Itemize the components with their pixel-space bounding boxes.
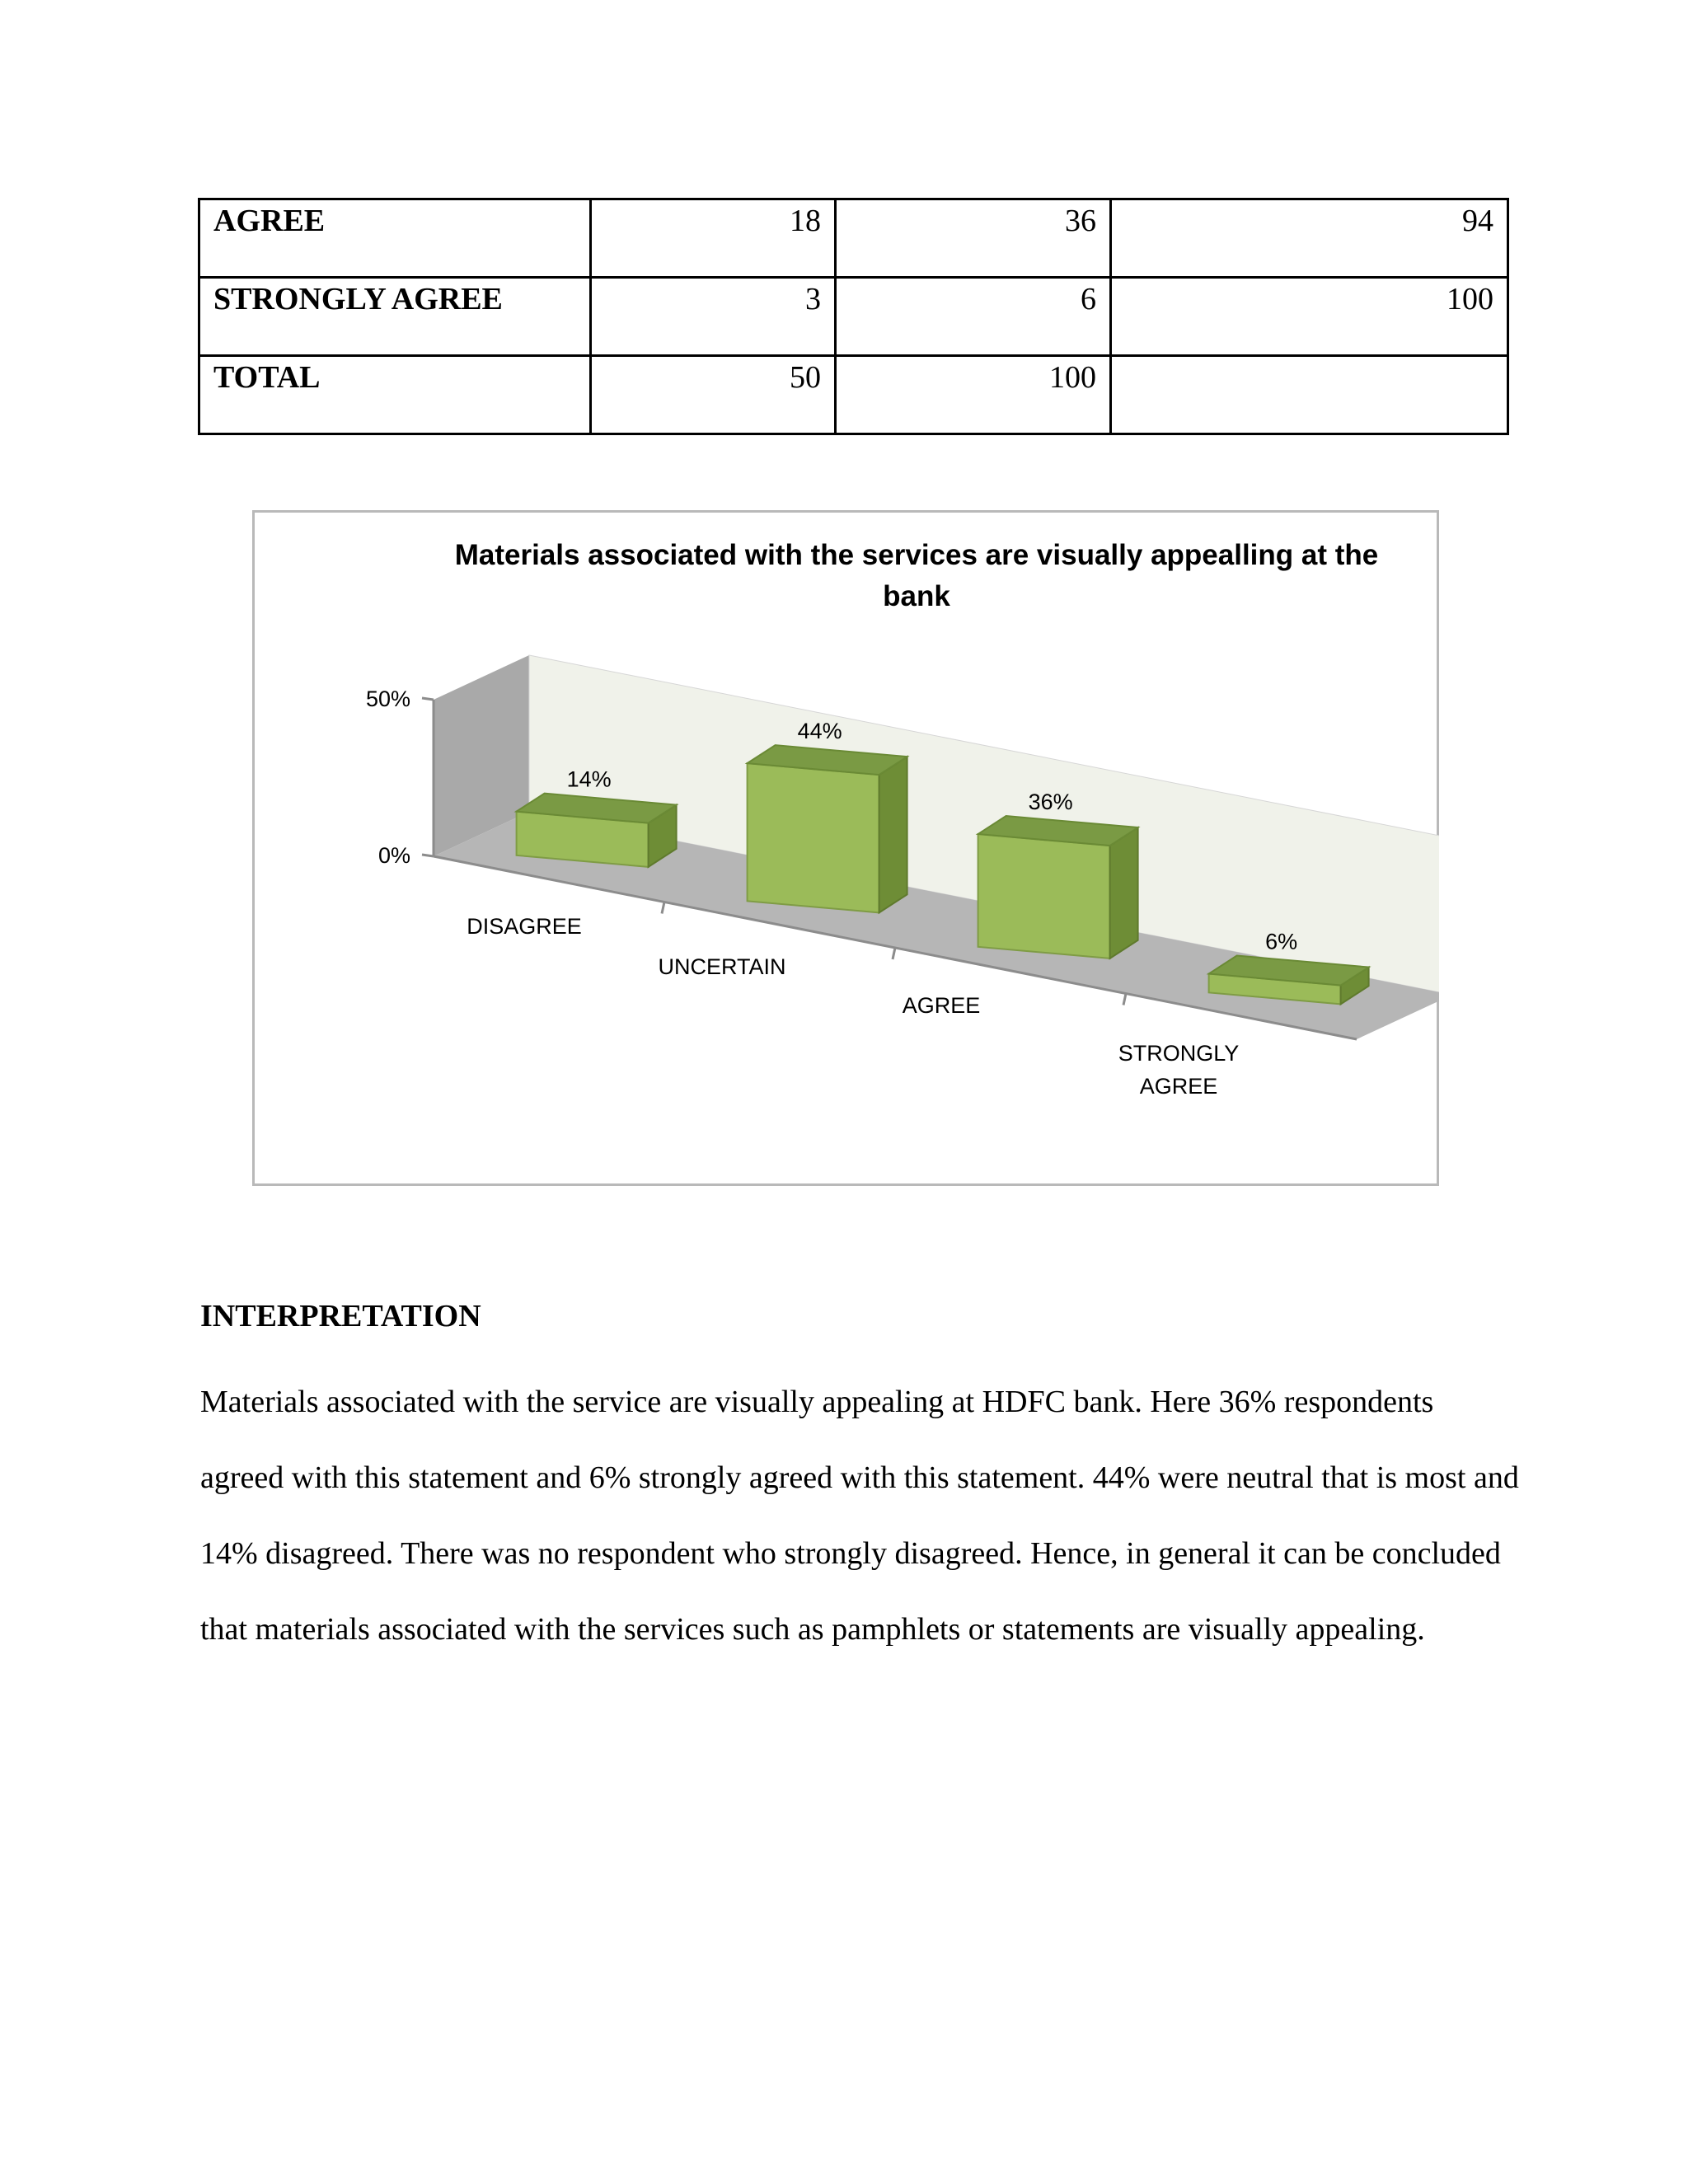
y-tick-label: 0% [377,843,410,868]
chart-plot-area [366,655,1439,1099]
cumulative-cell [1111,356,1508,434]
frequency-cell: 3 [591,278,836,356]
category-label: STRONGLY [1118,1041,1240,1066]
interpretation-paragraph: Materials associated with the service are visually appealing at HDFC bank. Here 36% respondents agreed with this statement and 6% strongly agreed with this statement. 44% were neutral that is most and 14% disagreed. There was no respondent who strongly disagreed. Hence, in general it can be concluded that materials associated with the services such as pamphlets or statements are visually appealing. [200,1385,1519,1647]
x-tick [893,948,895,959]
row-label: TOTAL [199,356,591,434]
x-tick [662,902,664,914]
frequency-cell: 50 [591,356,836,434]
chart-title-line-1: Materials associated with the services are visually appealling at the [454,539,1379,571]
table-row [199,278,1508,356]
cumulative-cell: 94 [1111,199,1508,278]
cumulative-cell: 100 [1111,278,1508,356]
bar-front [748,763,879,912]
data-label: 36% [1028,790,1073,815]
table-row [199,356,1508,434]
interpretation-heading: INTERPRETATION [200,1299,481,1333]
data-label: 6% [1265,929,1298,954]
row-label: AGREE [199,199,591,278]
table-row [199,199,1508,278]
y-tick [422,698,434,700]
y-tick-label: 50% [365,687,410,711]
category-label: UNCERTAIN [658,954,786,979]
x-tick [1123,994,1126,1005]
category-label: AGREE [902,993,981,1018]
y-tick [422,855,434,856]
bar-side [1110,827,1138,958]
percent-cell: 36 [836,199,1111,278]
frequency-cell: 18 [591,199,836,278]
category-label: DISAGREE [467,914,582,939]
percent-cell: 6 [836,278,1111,356]
row-label: STRONGLY AGREE [199,278,591,356]
bar-front [978,834,1110,958]
bar-chart [252,510,1439,1186]
frequency-table [198,198,1509,435]
bar-side [879,757,907,912]
chart-title-line-2: bank [883,580,950,612]
data-label: 44% [797,719,842,744]
percent-cell: 100 [836,356,1111,434]
category-label: AGREE [1139,1074,1218,1099]
data-label: 14% [566,766,612,792]
